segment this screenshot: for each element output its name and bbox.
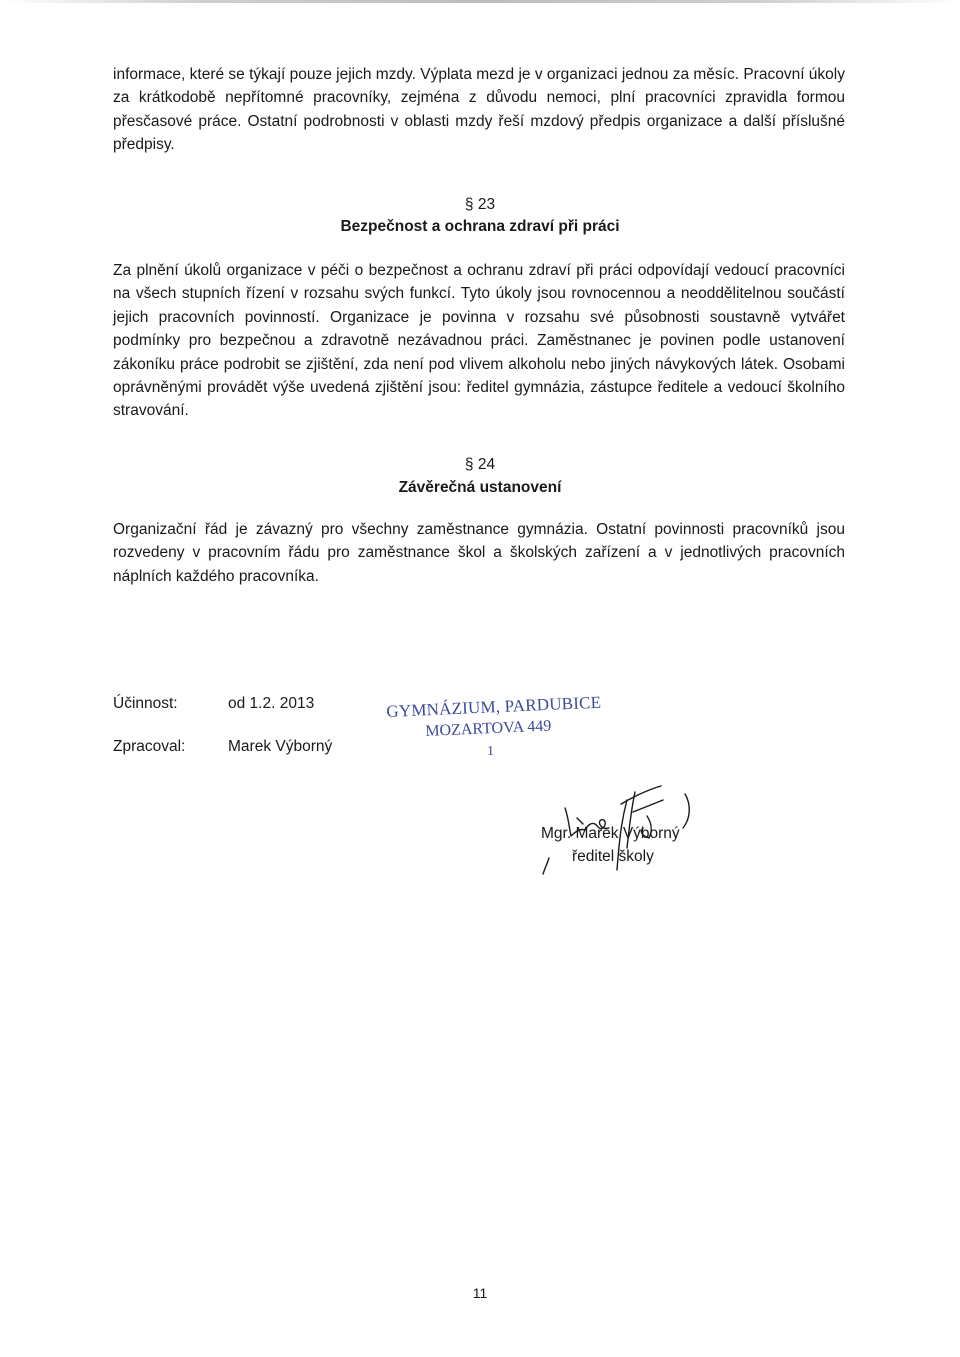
section-23-title: Bezpečnost a ochrana zdraví při práci (340, 218, 620, 235)
section-23-number: § 23 (464, 196, 496, 213)
stamp-address: MOZARTOVA 449 (425, 717, 552, 740)
effective-label: Účinnost: (113, 695, 178, 712)
intro-paragraph: informace, které se týkají pouze jejich mzdy. Výplata mezd je v organizaci jednou za měsíc. Pracovní úkoly za krátkodobě nepřítomné pracovníky, zejména z důvodu nemoci, plní pracovníci zpravidla formou přesčasové práce. Ostatní podrobnosti v oblasti mzdy řeší mzdový předpis organizace a další příslušné předpisy. (113, 66, 845, 154)
stamp-number: 1 (487, 744, 494, 759)
prepared-by-name: Marek Výborný (228, 738, 333, 755)
effective-date: od 1.2. 2013 (228, 695, 315, 712)
section-24-paragraph: Organizační řád je závazný pro všechny zaměstnance gymnázia. Ostatní povinnosti pracovníků jsou rozvedeny v pracovním řádu pro zaměstnance škol a školských zařízení a v jednotlivých pracovních náplních každého pracovníka. (113, 521, 845, 585)
signature-name: Mgr. Marek Výborný (541, 825, 680, 842)
prepared-by-label: Zpracoval: (113, 738, 186, 755)
scan-edge-line (0, 0, 960, 3)
section-24-title: Závěrečná ustanovení (398, 479, 562, 496)
page-number: 11 (472, 1285, 488, 1301)
signature-role: ředitel školy (572, 848, 654, 865)
section-24-number: § 24 (464, 456, 496, 473)
section-23-paragraph: Za plnění úkolů organizace v péči o bezpečnost a ochranu zdraví při práci odpovídají vedoucí pracovníci na všech stupních řízení v rozsahu svých funkcí. Tyto úkoly jsou rovnocennou a neoddělitelnou součástí jejich pracovních povinností. Organizace je povinna v rozsahu své působnosti soustavně vytvářet podmínky pro bezpečnou a zdravotně nezávadnou práci. Zaměstnanec je povinen podle ustanovení zákoníku práce podrobit se zjištění, zda není pod vlivem alkoholu nebo jiných návykových látek. Osobami oprávněnými provádět výše uvedená zjištění jsou: ředitel gymnázia, zástupce ředitele a vedoucí školního stravování. (113, 262, 845, 420)
stamp-school-name: GYMNÁZIUM, PARDUBICE (386, 692, 602, 721)
